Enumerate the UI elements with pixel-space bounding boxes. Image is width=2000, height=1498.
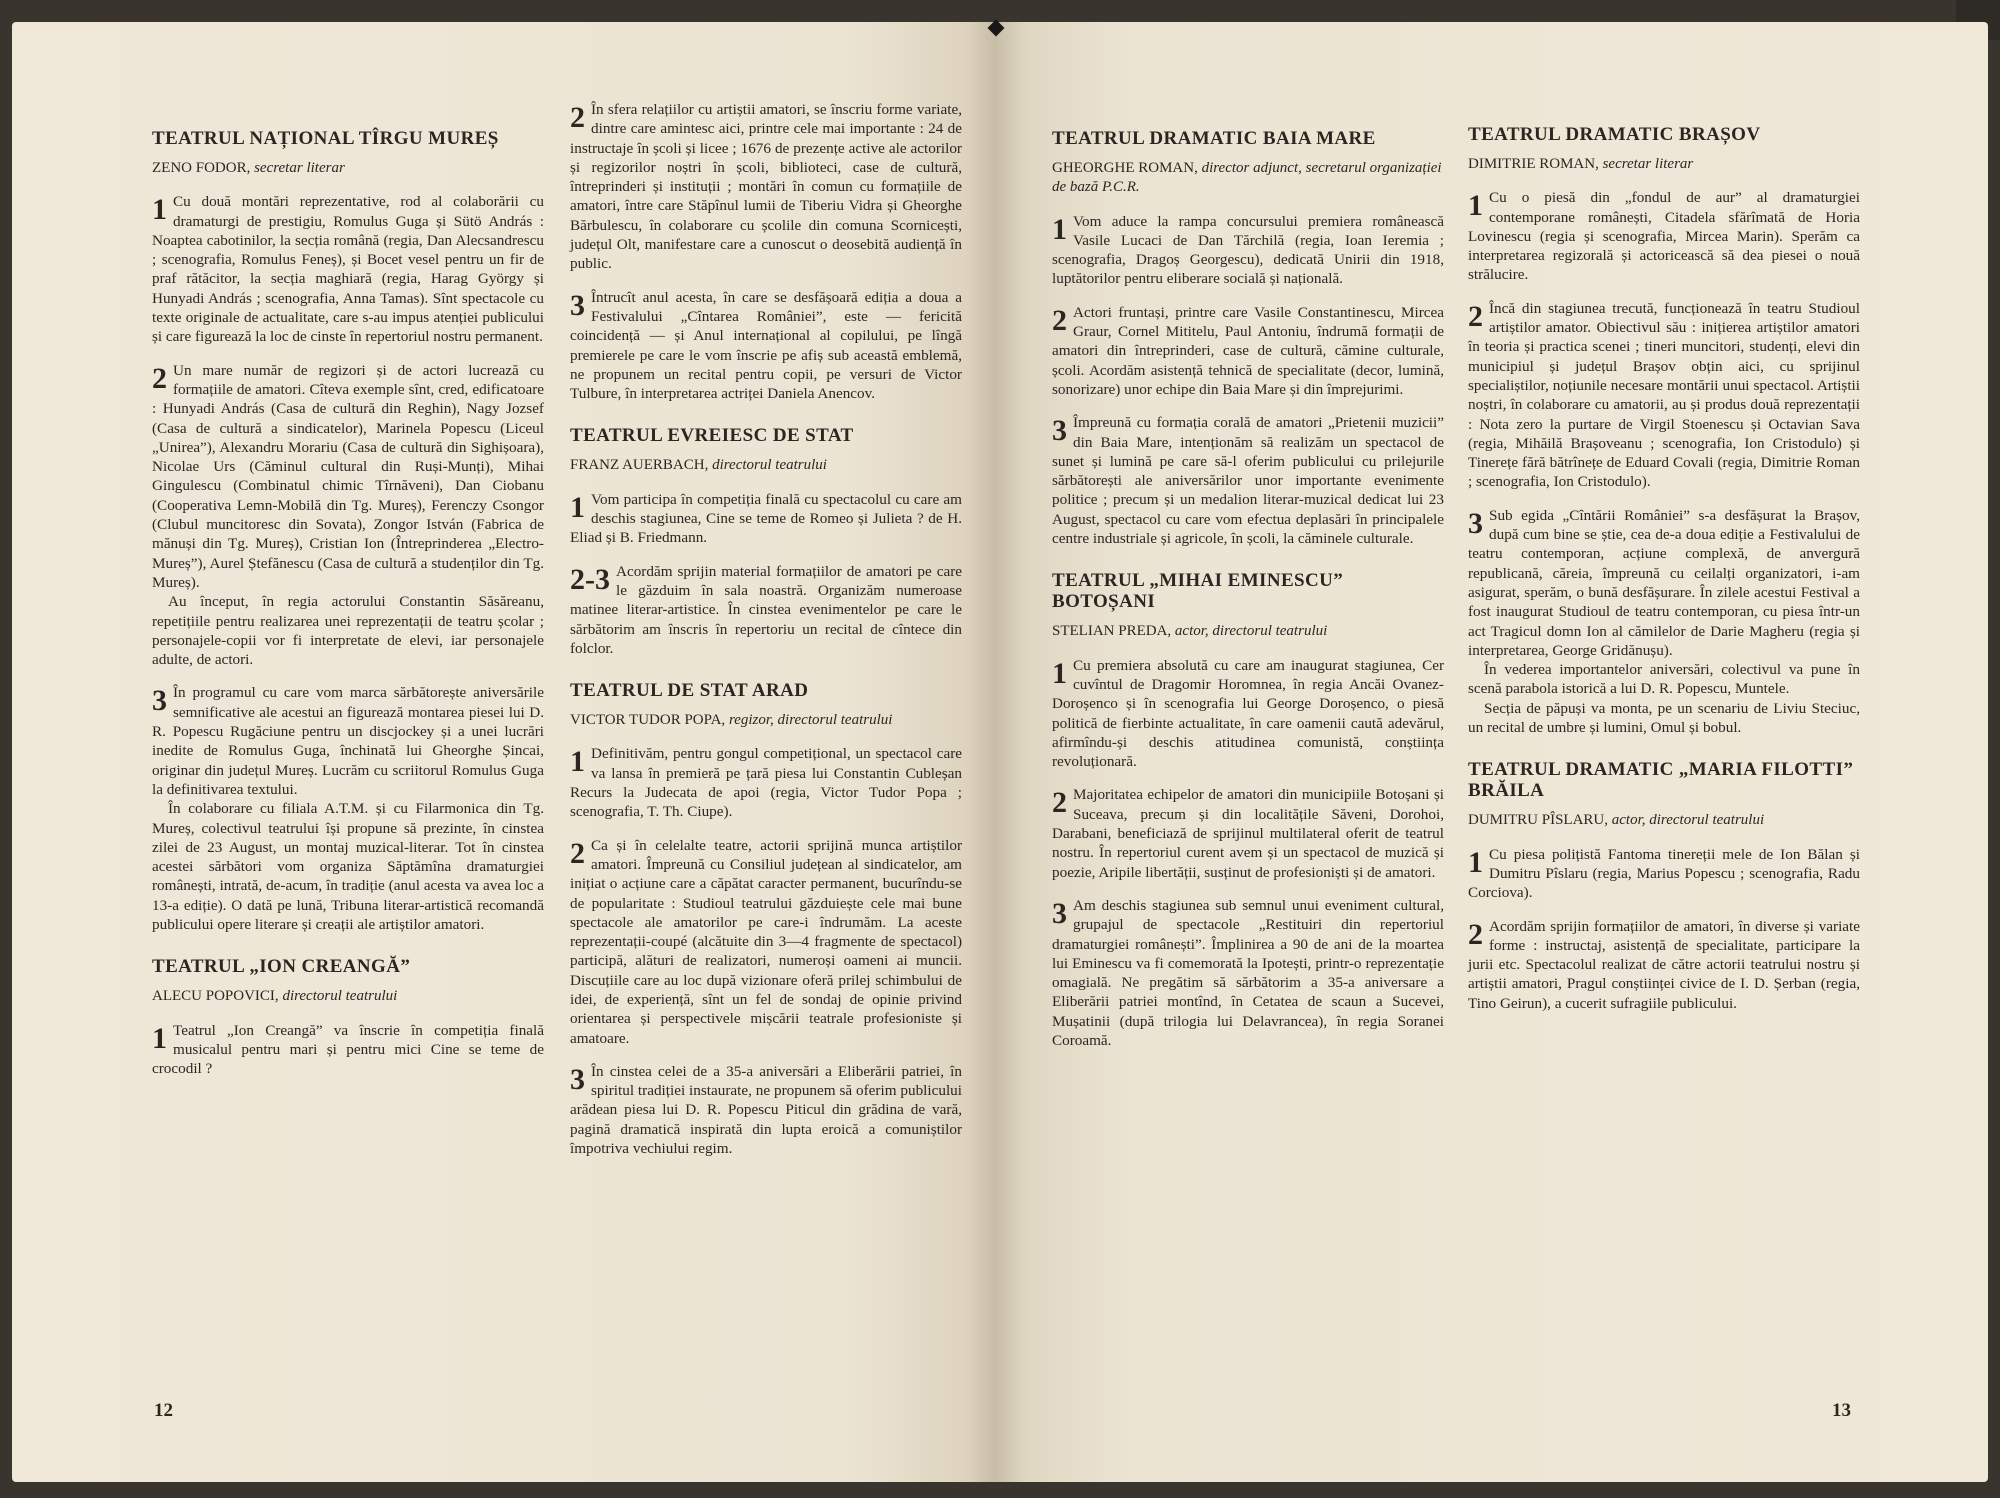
answer-number: 1: [1052, 212, 1067, 246]
numbered-answer: [570, 562, 962, 658]
answer-text: Ca și în celelalte teatre, actorii sprijină munca artiștilor amatori. Împreună cu Consiliul județean al sindicatelor, am inițiat o acțiune care a căpătat caracter permanent, bucurîndu-se de popularitate : Studioul teatrului găzduiește cele mai bune spectacole ale amatorilor pe care-i îndrumăm. La aceste reprezentații-coupé (alcătuite din 3—4 fragmente de spectacol) participă, alături de realizatori, numeroși oameni ai muncii. Discuțiile care au loc după vizionare oferă prilej schimbului de idei, de experiență, sînt un fel de sondaj de opinie privind orientarea și perspectivele mișcării teatrale profesioniste și amatoare.: [570, 836, 962, 1047]
right-column-2: [1468, 96, 1860, 1027]
right-column-1: [1052, 100, 1444, 1064]
section-heading: TEATRUL DE STAT ARAD: [570, 680, 809, 702]
answer-text: Acordăm sprijin material formațiilor de amatori pe care le găzduim în sala noastră. Organizăm numeroase matinee literar-artistice. În cinstea evenimentelor pe care le sărbătorim am înscris în repertoriu un recital de cîntece din folclor.: [570, 562, 962, 657]
answer-text: Un mare număr de regizori și de actori lucrează cu formațiile de amatori. Cîteva exemple sînt, cred, edificatoare : Hunyadi András (Casa de cultură din Reghin), Nagy Jozsef (Casa de cultură a sindicatelor), Marinela Popescu (Liceul „Unirea”), Alexandru Morariu (Casa de cultură din Sighișoara), Nicolae Urs (Căminul cultural din Ruși-Munți), Mihai Gingulescu (Combinatul chimic Tîrnăveni), Dan Ciobanu (Cooperativa Lemn-Mobilă din Tg. Mureș), Ferenczy Csongor (Clubul muncitoresc din Sovata), Zongor István (Fabrica de mănuși din Tg. Mureș), Cristian Ion (Întreprinderea „Electro-Mureș”), Aurel Ștefănescu (Casa de cultură a studenților din Tg. Mureș).: [152, 361, 544, 591]
byline: [152, 987, 544, 1006]
answer-text: În vederea importantelor aniversări, colectivul va pune în scenă parabola istorică a lui D. R. Popescu, Muntele.: [1468, 661, 1860, 698]
section-heading: TEATRUL NAȚIONAL TÎRGU MUREȘ: [152, 128, 499, 149]
author-name: GHEORGHE ROMAN,: [1052, 160, 1198, 176]
answer-text: În cinstea celei de a 35-a aniversări a Eliberării patriei, în spiritul tradiției instaurate, ne propunem să oferim publicului arădean piesa lui D. R. Popescu Piticul din grădina de vară, pagină dramatică inspirată din lupta eroică a comuniștilor împotriva vechiului regim.: [570, 1062, 962, 1158]
byline: [570, 456, 962, 475]
answer-number: 1: [152, 193, 167, 227]
answer-number: 2: [152, 361, 167, 395]
author-name: ALECU POPOVICI,: [152, 988, 279, 1005]
answer-number: 1: [152, 1021, 167, 1055]
numbered-answer: [152, 361, 544, 670]
numbered-answer: [1052, 896, 1444, 1050]
numbered-answer: [570, 490, 962, 548]
section-heading: TEATRUL „ION CREANGĂ”: [152, 956, 411, 978]
answer-number: 3: [152, 684, 167, 718]
answer-number: 2-3: [570, 562, 610, 596]
answer-number: 3: [1468, 506, 1483, 540]
answer-text: Cu două montări reprezentative, rod al colaborării cu dramaturgi de prestigiu, Romulus Guga și Sütö András : Noaptea cabotinilor, la secția română (regia, Dan Alecsandrescu ; scenografia, Romulus Feneș), și Bocet vesel pentru un fir de praf rătăcitor, la secția maghiară (regia, Harag György și Hunyadi András ; scenografia, Anna Tamas). Sînt spectacole cu texte originale de actualitate, care s-au impus atenției publicului și care figurează la loc de cinste în repertoriul nostru permanent.: [152, 193, 544, 346]
answer-number: 1: [1468, 189, 1483, 223]
section-heading: TEATRUL DRAMATIC BAIA MARE: [1052, 128, 1376, 149]
byline: [1468, 155, 1860, 174]
numbered-answer: [152, 683, 544, 934]
byline: [1052, 159, 1444, 198]
answer-text: Împreună cu formația corală de amatori „Prietenii muzicii” din Baia Mare, intenționăm să realizăm un spectacol de sunet și lumină pe care să-l oferim publicului cu prilejurile sărbătorești ale aniversărilor unor importante evenimente politice ; precum și un medalion literar-muzical dedicat lui 23 August, spectacol cu care vom efectua deplasări în principalele centre industriale și agricole, în școli, la căminele culturale.: [1052, 414, 1444, 548]
answer-text: Au început, în regia actorului Constantin Săsăreanu, repetițiile pentru realizarea unei reprezentații de teatru școlar ; personajele-copii vor fi interpretate de elevi, iar personajele adulte, de actori.: [152, 593, 544, 669]
numbered-answer: [570, 100, 962, 274]
answer-text: Întrucît anul acesta, în care se desfășoară ediția a doua a Festivalului „Cîntarea României”, este — fericită coincidență — și Anul internațional al copilului, pe lîngă premierele pe care le vom înscrie pe afiș sub această emblemă, ne propunem un recital pentru copii, pe versuri de Victor Tulbure, în interpretarea actriței Daniela Anencov.: [570, 288, 962, 403]
numbered-answer: [570, 836, 962, 1048]
author-role: actor, directorul teatrului: [1611, 812, 1765, 829]
byline: [1468, 811, 1860, 830]
answer-number: 3: [1052, 414, 1067, 448]
page-number: 12: [154, 1400, 173, 1421]
section-heading: TEATRUL DRAMATIC „MARIA FILOTTI” BRĂILA: [1468, 759, 1854, 802]
answer-text: Vom aduce la rampa concursului premiera românească Vasile Lucaci de Dan Tărchilă (regia, Ioan Ieremia ; scenografia, Dragoș Georgescu), dedicată Unirii din 1918, luptătorilor pentru eliberare socială și națională.: [1052, 212, 1444, 288]
page-number: 13: [1832, 1400, 1851, 1421]
answer-number: 1: [570, 745, 585, 779]
answer-text: Am deschis stagiunea sub semnul unui eveniment cultural, grupajul de spectacole „Restituiri din repertoriul dramaturgiei românești”. Împlinirea a 90 de ani de la moartea lui Eminescu va fi comemorată la Ipotești, printr-o reprezentație omagială. Ne pregătim să sărbătorim a 35-a aniversare a Eliberării patriei montînd, în Cetatea de scaun a Sucevei, Mușatinii (după trilogia lui Delavrancea), în regia Soranei Coroamă.: [1052, 896, 1444, 1049]
answer-text: Sub egida „Cîntării României” s-a desfășurat la Brașov, după cum bine se știe, cea de-a doua ediție a Festivalului de teatru contemporan, acțiune complexă, de anvergură republicană, căreia, împreună cu ceilalți organizatori, i-am asigurat, sperăm, o bună desfășurare. În zilele acestui Festival a fost inaugurat Studioul de teatru contemporan, cu piesa într-un act Tragicul domn Ion al cămilelor de Darie Magheru (regia și interpretarea, George Gridănușu).: [1468, 506, 1860, 659]
answer-text: Încă din stagiunea trecută, funcționează în teatru Studioul artiștilor amator. Obiectivul său : inițierea artiștilor amatori în teoria și practica scenei ; tineri muncitori, studenți, elevi din municipiul și județul Brașov obțin aici, cu sprijinul specialiștilor, noțiunile necesare montării unui spectacol. Artiștii noștri, în colaborare cu amatorii, au și produs două reprezentații : Nota zero la purtare de Virgil Stoenescu și Octavian Sava (regia, Mihăilă Brașoveanu ; scenografia, Ion Cristodulo) și Tinerețe fără bătrînețe de Eduard Covali (regia, Dimitrie Roman ; scenografia, Ion Cristodulo).: [1468, 299, 1860, 491]
author-name: DIMITRIE ROMAN,: [1468, 156, 1599, 172]
section-heading: TEATRUL „MIHAI EMINESCU” BOTOȘANI: [1052, 570, 1344, 613]
answer-number: 2: [1468, 917, 1483, 951]
answer-number: 3: [570, 1062, 585, 1096]
numbered-answer: [1052, 656, 1444, 772]
numbered-answer: [1052, 785, 1444, 881]
answer-number: 3: [1052, 896, 1067, 930]
left-page: [12, 22, 996, 1482]
answer-text: Cu o piesă din „fondul de aur” al dramaturgiei contemporane românești, Citadela sfărîmată de Horia Lovinescu (regia și scenografia, Mircea Marin). Sperăm ca interpretarea regizorală și actoricească să dea piesei o nouă strălucire.: [1468, 189, 1860, 284]
numbered-answer: [1468, 299, 1860, 492]
answer-text: Definitivăm, pentru gongul competițional, un spectacol care va lansa în premieră pe țară piesa lui Constantin Cubleșan Recurs la Judecata de apoi (regia, Victor Tudor Popa ; scenografia, T. Th. Ciupe).: [570, 745, 962, 821]
section-heading: TEATRUL EVREIESC DE STAT: [570, 425, 854, 447]
numbered-answer: [1468, 506, 1860, 738]
answer-number: 3: [570, 288, 585, 322]
left-column-2: [570, 100, 962, 1172]
answer-text: Majoritatea echipelor de amatori din municipiile Botoșani și Suceava, precum și din localitățile Săveni, Dorohoi, Darabani, beneficiază de sprijinul multilateral oferit de teatrul nostru. În repertoriul curent avem și un spectacol de muzică și poezie, Aripile libertății, susținut de profesioniști și de amatori.: [1052, 786, 1444, 881]
section-heading: TEATRUL DRAMATIC BRAȘOV: [1468, 124, 1761, 145]
author-role: actor, directorul teatrului: [1174, 623, 1328, 640]
answer-text: Acordăm sprijin formațiilor de amatori, în diverse și variate forme : instructaj, asistență de specialitate, participare la jurii etc. Spectacolul realizat de către actorii teatrului nostru și artiștii amatori, Pragul conștiinței civice de I. D. Șerban (regia, Tino Geirun), a cucerit sufragiile publicului.: [1468, 917, 1860, 1012]
right-page: [996, 22, 1988, 1482]
numbered-answer: [570, 288, 962, 404]
answer-text: În colaborare cu filiala A.T.M. și cu Filarmonica din Tg. Mureș, colectivul teatrului își propune să prezinte, în cinstea zilei de 23 August, un montaj muzical-literar. Tot în cinstea acestei sărbători vom organiza Săptămîna dramaturgiei românești, intrată, de-acum, în tradiție (anul acesta va avea loc a 13-a ediție). O dată pe lună, Tribuna literar-artistică recomandă publicului opere literare și creații ale artiștilor amatori.: [152, 800, 544, 933]
byline: [570, 711, 962, 730]
byline: [1052, 622, 1444, 641]
answer-text: Actori fruntași, printre care Vasile Constantinescu, Mircea Graur, Cornel Mititelu, Paul Antoniu, îndrumă formații de amatori din întreprinderi, case de cultură, cămine culturale, școli. Acordăm asistență tehnică de specialitate (decor, lumină, sonorizare) unor echipe din Baia Mare și din împrejurimi.: [1052, 303, 1444, 398]
numbered-answer: [570, 1062, 962, 1158]
author-role: directorul teatrului: [712, 457, 827, 474]
author-role: secretar literar: [1602, 156, 1694, 172]
author-role: secretar literar: [254, 160, 345, 176]
byline: [152, 159, 544, 178]
author-name: STELIAN PREDA,: [1052, 623, 1172, 640]
numbered-answer: [152, 192, 544, 346]
answer-number: 2: [1468, 299, 1483, 333]
answer-number: 2: [1052, 786, 1067, 820]
numbered-answer: [1052, 303, 1444, 399]
answer-text: În programul cu care vom marca sărbătorește aniversările semnificative ale acestui an figurează montarea piesei lui D. R. Popescu Rugăciune pentru un discjockey și a unei lucrări inedite de Romulus Guga, închinată lui Gheorghe Șincai, originar din județul Mureș. Lucrăm cu scriitorul Romulus Guga la definitivarea textului.: [152, 684, 544, 798]
author-role: regizor, directorul teatrului: [728, 712, 893, 729]
answer-number: 2: [570, 101, 585, 134]
answer-number: 2: [1052, 303, 1067, 337]
author-name: VICTOR TUDOR POPA,: [570, 712, 726, 729]
numbered-answer: [1052, 413, 1444, 548]
author-name: FRANZ AUERBACH,: [570, 457, 709, 474]
author-role: director adjunct, secretarul organizației de bază P.C.R.: [1052, 160, 1442, 196]
numbered-answer: [1052, 212, 1444, 289]
numbered-answer: [1468, 188, 1860, 284]
answer-text: Vom participa în competiția finală cu spectacolul cu care am deschis stagiunea, Cine se teme de Romeo și Julieta ? de H. Eliad și B. Friedmann.: [570, 490, 962, 547]
answer-number: 2: [570, 836, 585, 870]
answer-text: În sfera relațiilor cu artiștii amatori, se înscriu forme variate, dintre care amintesc aici, printre cele mai importante : 24 de instructaje în școli și licee ; 1676 de prezențe active ale actorilor și regizorilor noștri în școli, biblioteci, case de cultură, întreprinderi și instituții ; montări în comun cu formațiile de amatori, între care Stăpînul lumii de Tiberiu Vidra și Gheorghe Bărbulescu, în colaborare cu școlile din comuna Scornicești, județul Olt, manifestare care a cunoscut o deosebită audiență în public.: [570, 101, 962, 273]
left-column-1: [152, 100, 544, 1092]
answer-text: Teatrul „Ion Creangă” va înscrie în competiția finală musicalul pentru mari și pentru mici Cine se teme de crocodil ?: [152, 1021, 544, 1078]
answer-number: 1: [1468, 845, 1483, 879]
author-name: ZENO FODOR,: [152, 160, 251, 176]
answer-number: 1: [1052, 656, 1067, 690]
numbered-answer: [1468, 917, 1860, 1013]
numbered-answer: [152, 1021, 544, 1079]
answer-text: Cu premiera absolută cu care am inaugurat stagiunea, Cer cuvîntul de Dragomir Horomnea, în regia Ancăi Ovanez-Doroșenco și în scenografia lui George Doroșenco, o piesă politică de fierbinte actualitate, în care oamenii caută adevărul, afirmîndu-și deschis atitudinea comunistă, conștiința revoluționară.: [1052, 656, 1444, 771]
answer-text: Cu piesa polițistă Fantoma tinereții mele de Ion Bălan și Dumitru Pîslaru (regia, Marius Popescu ; scenografia, Radu Corciova).: [1468, 845, 1860, 902]
numbered-answer: [570, 744, 962, 821]
answer-number: 1: [570, 490, 585, 524]
author-role: directorul teatrului: [282, 988, 398, 1005]
numbered-answer: [1468, 845, 1860, 903]
answer-text: Secția de păpuși va monta, pe un scenariu de Liviu Steciuc, un recital de umbre și lumini, Omul și bobul.: [1468, 699, 1860, 737]
author-name: DUMITRU PÎSLARU,: [1468, 812, 1609, 829]
